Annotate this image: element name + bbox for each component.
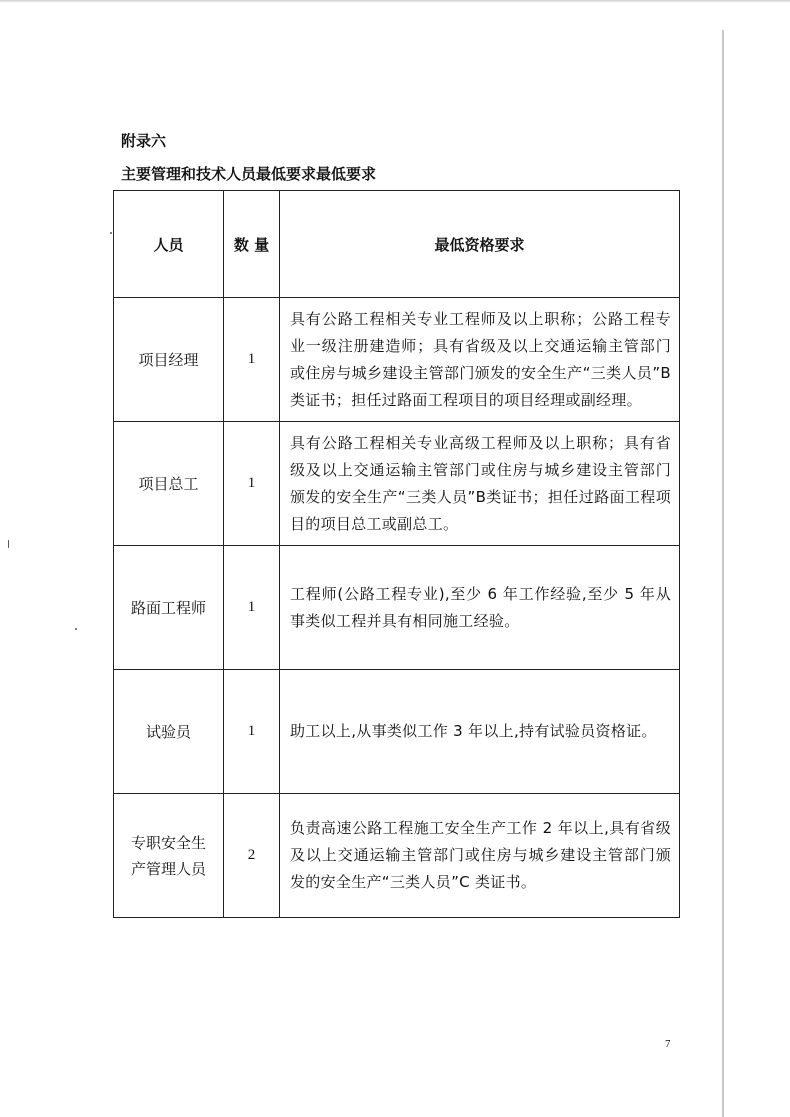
requirements-table xyxy=(113,190,680,918)
table-row xyxy=(114,546,680,670)
row-count: 1 xyxy=(224,422,280,546)
row-requirement: 助工以上,从事类似工作 3 年以上,持有试验员资格证。 xyxy=(280,670,680,794)
row-count: 2 xyxy=(224,794,280,918)
row-count: 1 xyxy=(224,298,280,422)
row-person: 项目总工 xyxy=(114,422,224,546)
scan-speck xyxy=(110,232,112,234)
table-row xyxy=(114,794,680,918)
header-count: 数 量 xyxy=(224,191,280,298)
header-person: 人员 xyxy=(114,191,224,298)
scan-speck xyxy=(75,628,77,630)
table-header-row xyxy=(114,191,680,298)
table-row xyxy=(114,298,680,422)
scan-speck xyxy=(8,540,9,548)
row-requirement: 工程师(公路工程专业),至少 6 年工作经验,至少 5 年从事类似工程并具有相同施工经验。 xyxy=(280,546,680,670)
row-count: 1 xyxy=(224,546,280,670)
table-row xyxy=(114,670,680,794)
row-person: 项目经理 xyxy=(114,298,224,422)
scan-edge-right xyxy=(722,30,724,1117)
row-person: 专职安全生产管理人员 xyxy=(114,794,224,918)
table-row xyxy=(114,422,680,546)
header-requirement: 最低资格要求 xyxy=(280,191,680,298)
row-person: 路面工程师 xyxy=(114,546,224,670)
document-title: 主要管理和技术人员最低要求最低要求 xyxy=(121,165,377,183)
scan-edge-top xyxy=(0,0,790,3)
page-number: 7 xyxy=(665,1038,671,1050)
appendix-label: 附录六 xyxy=(121,132,167,150)
row-requirement: 具有公路工程相关专业高级工程师及以上职称；具有省级及以上交通运输主管部门或住房与城乡建设主管部门颁发的安全生产“三类人员”B类证书；担任过路面工程项目的项目总工或副总工。 xyxy=(280,422,680,546)
row-person: 试验员 xyxy=(114,670,224,794)
row-requirement: 具有公路工程相关专业工程师及以上职称；公路工程专业一级注册建造师；具有省级及以上交通运输主管部门或住房与城乡建设主管部门颁发的安全生产“三类人员”B类证书；担任过路面工程项目的项目经理或副经理。 xyxy=(280,298,680,422)
row-count: 1 xyxy=(224,670,280,794)
row-requirement: 负责高速公路工程施工安全生产工作 2 年以上,具有省级及以上交通运输主管部门或住房与城乡建设主管部门颁发的安全生产“三类人员”C 类证书。 xyxy=(280,794,680,918)
